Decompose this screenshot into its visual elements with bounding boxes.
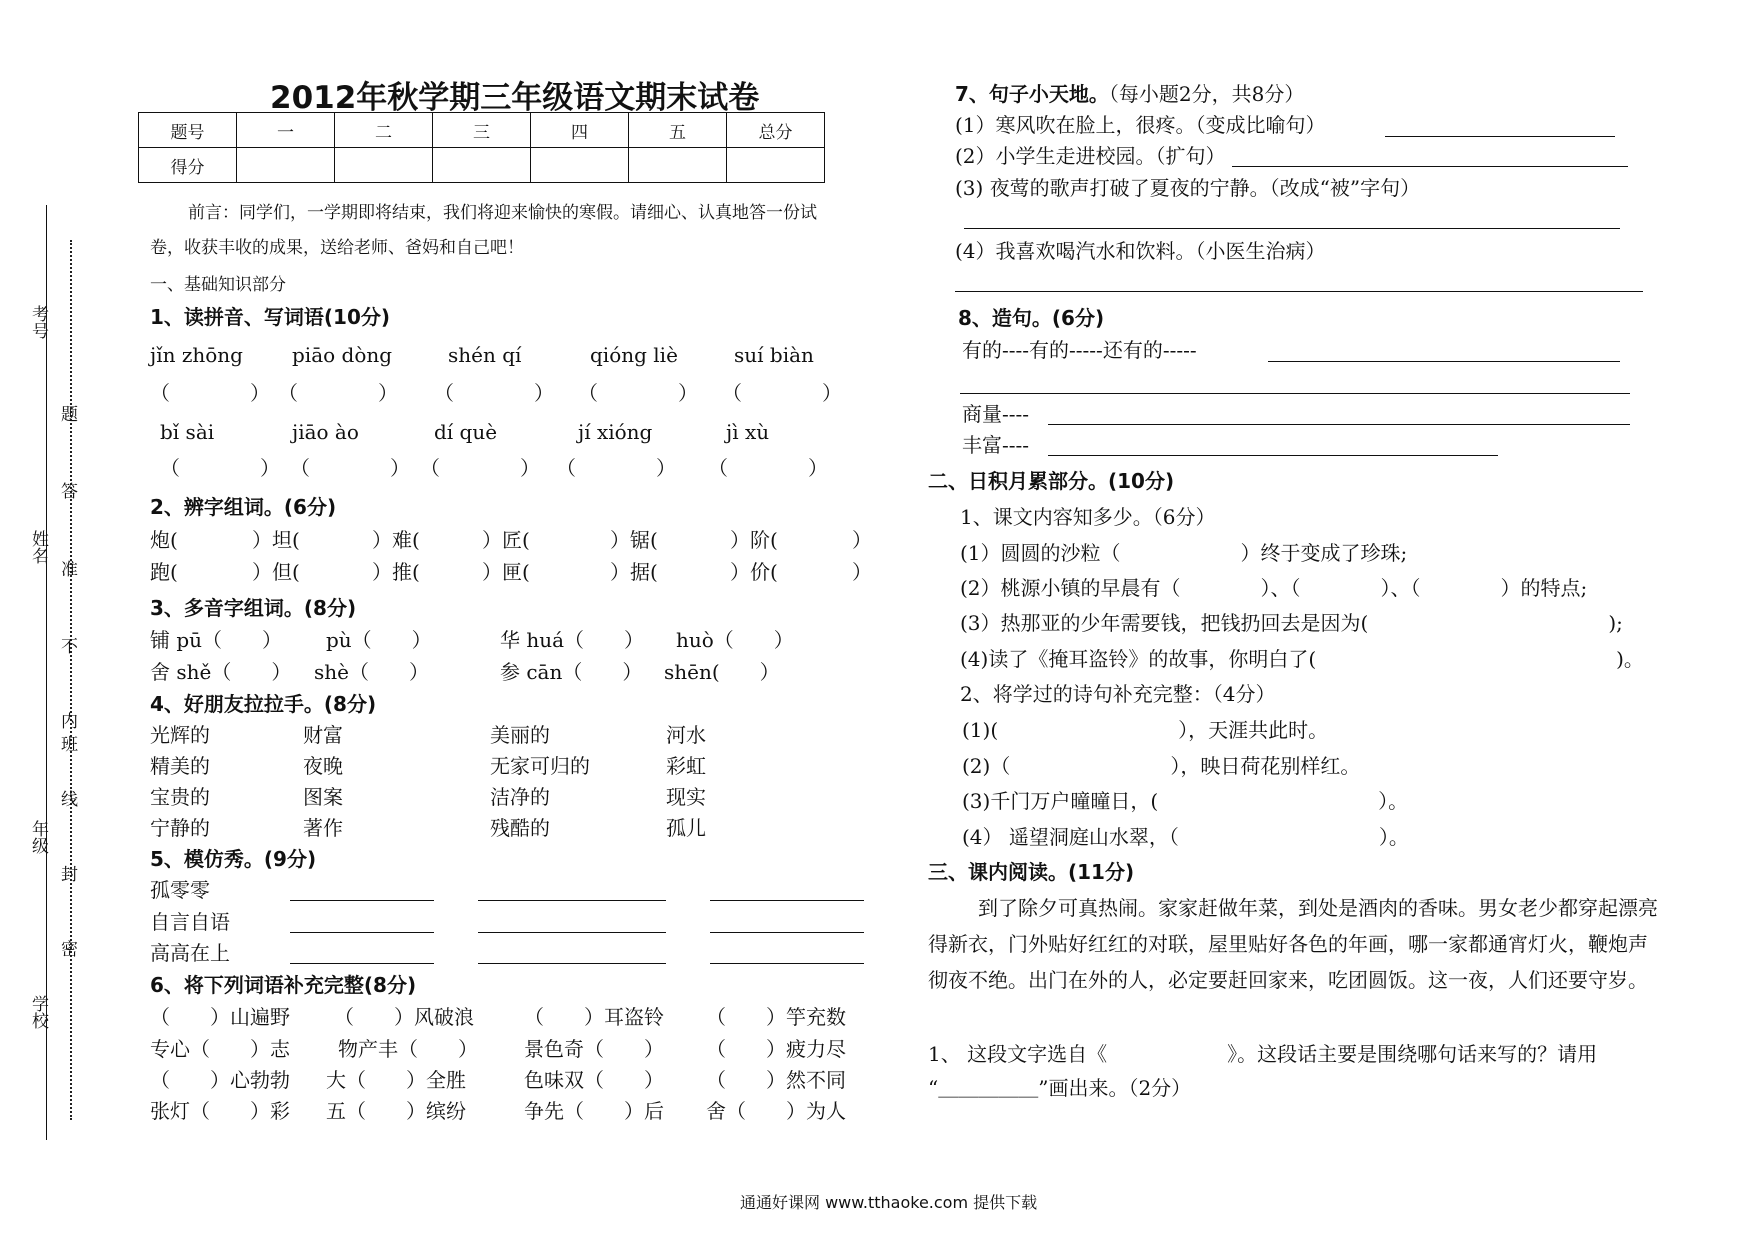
pinyin: qióng liè <box>590 343 678 367</box>
intro-line: 前言：同学们，一学期即将结束，我们将迎来愉快的寒假。请细心、认真地答一份试 <box>188 203 817 223</box>
question-item: (2）桃源小镇的早晨有（ ）、（ ）、（ ）的特点; <box>960 576 1588 600</box>
word-item: （ ）风破浪 <box>334 1005 474 1029</box>
answer-line[interactable] <box>478 932 666 933</box>
table-cell: 三 <box>433 113 531 148</box>
pinyin: jiāo ào <box>292 420 359 444</box>
score-input-cell[interactable] <box>531 148 629 183</box>
sub-question: 1、课文内容知多少。（6分） <box>960 505 1216 529</box>
answer-line[interactable] <box>290 932 434 933</box>
answer-line[interactable] <box>710 932 864 933</box>
word-item: ） <box>852 560 872 584</box>
sub-question: 2、将学过的诗句补充完整：（4分） <box>960 682 1276 706</box>
binding-char: 线 <box>61 790 78 810</box>
answer-line[interactable] <box>1232 166 1628 167</box>
word-item[interactable]: 洁净的 <box>490 785 550 809</box>
question-title: 2、辨字组词。(6分) <box>150 495 337 519</box>
question-title: 1、读拼音、写词语(10分) <box>150 305 391 329</box>
word-item: （ ）耳盗铃 <box>524 1005 664 1029</box>
answer-line[interactable] <box>1048 424 1630 425</box>
score-input-cell[interactable] <box>629 148 727 183</box>
pinyin: piāo dòng <box>292 343 393 367</box>
binding-char: 准 <box>61 560 78 580</box>
word-item: ）价( <box>730 560 778 584</box>
binding-char: 不 <box>61 637 78 657</box>
word-item[interactable]: 图案 <box>303 785 343 809</box>
word-item[interactable]: 残酷的 <box>490 816 550 840</box>
question-item: (1）寒风吹在脸上，很疼。（变成比喻句） <box>955 113 1326 137</box>
section-title: 三、课内阅读。(11分) <box>928 860 1135 884</box>
question-item: (3)千门万户曈曈日，( ）。 <box>962 789 1409 813</box>
answer-line[interactable] <box>1268 361 1620 362</box>
word-item: （ ）疲力尽 <box>706 1037 846 1061</box>
question-title: 4、好朋友拉拉手。(8分) <box>150 692 377 716</box>
question-item: (4） 遥望洞庭山水翠，（ ）。 <box>962 825 1409 849</box>
word-item[interactable]: 河水 <box>666 723 706 747</box>
word-item[interactable]: 美丽的 <box>490 723 550 747</box>
word-item: 跑( <box>150 560 178 584</box>
pinyin: bǐ sài <box>160 420 215 444</box>
word-item[interactable]: 孤儿 <box>666 816 706 840</box>
score-input-cell[interactable] <box>727 148 825 183</box>
answer-line[interactable] <box>710 900 864 901</box>
question-item: 1、 这段文字选自《 》。这段话主要是围绕哪句话来写的？请用 <box>928 1042 1598 1066</box>
answer-line[interactable] <box>960 393 1630 394</box>
question-title: 6、将下列词语补充完整(8分) <box>150 973 417 997</box>
word-item: （ ）心勃勃 <box>150 1068 290 1092</box>
table-cell: 四 <box>531 113 629 148</box>
word-item: shēn( ） <box>664 660 780 684</box>
table-cell: 五 <box>629 113 727 148</box>
question-title: 5、模仿秀。(9分) <box>150 847 317 871</box>
word-item: ）匠( <box>482 528 530 552</box>
section-heading: 一、基础知识部分 <box>150 275 286 295</box>
word-item: ）匣( <box>482 560 530 584</box>
pinyin: dí què <box>434 420 498 444</box>
answer-blank[interactable]: （ ） <box>578 381 698 405</box>
answer-blank[interactable]: （ ） <box>278 381 398 405</box>
question-item: (2)（ ），映日荷花别样红。 <box>962 754 1361 778</box>
binding-char: 答 <box>61 482 78 502</box>
pinyin: jí xióng <box>578 420 653 444</box>
question-title: 7、句子小天地。 <box>955 82 1109 106</box>
question-item: (2）小学生走进校园。（扩句） <box>955 144 1226 168</box>
word-item: 景色奇（ ） <box>524 1037 664 1061</box>
word-item: 铺 pū（ ） <box>150 628 283 652</box>
word-item: 物产丰（ ） <box>338 1037 478 1061</box>
binding-char: 年级 <box>28 820 48 854</box>
word-item: ） <box>852 528 872 552</box>
word-item[interactable]: 光辉的 <box>150 723 210 747</box>
pinyin: shén qí <box>448 343 522 367</box>
word-item[interactable]: 无家可归的 <box>490 754 590 778</box>
binding-char: 考号 <box>28 305 48 339</box>
score-input-cell[interactable] <box>433 148 531 183</box>
question-heading <box>955 82 1304 106</box>
question-note: （每小题2分，共8分） <box>1108 82 1305 106</box>
word-item: （ ）然不同 <box>706 1068 846 1092</box>
answer-line[interactable] <box>955 291 1643 292</box>
binding-char: 姓名 <box>28 530 48 564</box>
answer-blank[interactable]: （ ） <box>434 381 554 405</box>
word-item: 炮( <box>150 528 178 552</box>
answer-line[interactable] <box>964 228 1620 229</box>
word-item: 张灯（ ）彩 <box>150 1099 290 1123</box>
question-item: (3）热那亚的少年需要钱，把钱扔回去是因为( ); <box>960 611 1623 635</box>
question-item: “＿＿＿＿＿”画出来。（2分） <box>928 1076 1192 1100</box>
pinyin: suí biàn <box>734 343 814 367</box>
word-item: 色味双（ ） <box>524 1068 664 1092</box>
score-input-cell[interactable] <box>335 148 433 183</box>
pinyin: jǐn zhōng <box>150 343 243 367</box>
word-item[interactable]: 现实 <box>666 785 706 809</box>
answer-blank[interactable]: （ ） <box>160 456 280 480</box>
word-item: ）推( <box>372 560 420 584</box>
word-item: ）但( <box>252 560 300 584</box>
word-item[interactable]: 精美的 <box>150 754 210 778</box>
answer-blank[interactable]: （ ） <box>420 456 540 480</box>
question-item: (3) 夜莺的歌声打破了夏夜的宁静。（改成“被”字句） <box>955 176 1421 200</box>
question-item: 丰富---- <box>962 433 1030 457</box>
word-item: ）据( <box>610 560 658 584</box>
word-item: 大（ ）全胜 <box>326 1068 466 1092</box>
word-item: ）锯( <box>610 528 658 552</box>
answer-line[interactable] <box>478 963 666 964</box>
word-item: ）难( <box>372 528 420 552</box>
binding-char: 班 <box>61 735 78 755</box>
answer-line[interactable] <box>1048 455 1498 456</box>
word-item[interactable]: 著作 <box>303 816 343 840</box>
binding-char: 内 <box>61 712 78 732</box>
section-title: 二、日积月累部分。(10分) <box>928 469 1175 493</box>
score-table <box>138 112 825 183</box>
word-item: huò（ ） <box>676 628 794 652</box>
table-cell: 题号 <box>139 113 237 148</box>
binding-char: 学校 <box>28 995 48 1029</box>
word-item[interactable]: 夜晚 <box>303 754 343 778</box>
answer-blank[interactable]: （ ） <box>708 456 828 480</box>
question-title: 3、多音字组词。(8分) <box>150 596 357 620</box>
answer-line[interactable] <box>290 900 434 901</box>
table-cell: 二 <box>335 113 433 148</box>
word-item[interactable]: 宁静的 <box>150 816 210 840</box>
answer-line[interactable] <box>478 900 666 901</box>
answer-blank[interactable]: （ ） <box>150 381 270 405</box>
question-item: (1)( ），天涯共此时。 <box>962 718 1329 742</box>
word-item: 争先（ ）后 <box>524 1099 664 1123</box>
word-item[interactable]: 宝贵的 <box>150 785 210 809</box>
reading-passage: 到了除夕可真热闹。家家赶做年菜，到处是酒肉的香味。男女老少都穿起漂亮得新衣，门外贴好红红的对联，屋里贴好各色的年画，哪一家都通宵灯火，鞭炮声彻夜不绝。出门在外的人，必定要赶回家来，吃团圆饭。这一夜，人们还要守岁。 <box>928 896 1658 992</box>
word-item: shè（ ） <box>314 660 429 684</box>
word-item: 高高在上 <box>150 941 230 965</box>
word-item: 自言自语 <box>150 910 230 934</box>
pinyin: jì xù <box>726 420 770 444</box>
word-item: 舍 shě（ ） <box>150 660 292 684</box>
question-title: 8、造句。(6分) <box>958 306 1105 330</box>
word-item: 五（ ）缤纷 <box>326 1099 466 1123</box>
question-item: 有的----有的-----还有的----- <box>962 338 1197 362</box>
word-item: pù（ ） <box>326 628 432 652</box>
question-item: 商量---- <box>962 402 1030 426</box>
word-item: ）阶( <box>730 528 778 552</box>
page-title: 2012年秋学期三年级语文期末试卷 <box>270 80 760 116</box>
word-item: 舍（ ）为人 <box>706 1099 846 1123</box>
word-item: 华 huá（ ） <box>500 628 645 652</box>
page-footer: 通通好课网 www.tthaoke.com 提供下载 <box>740 1193 1038 1212</box>
word-item: （ ）竽充数 <box>706 1005 846 1029</box>
answer-blank[interactable]: （ ） <box>290 456 410 480</box>
word-item: 专心（ ）志 <box>150 1037 290 1061</box>
binding-char: 密 <box>61 940 78 960</box>
word-item: （ ）山遍野 <box>150 1005 290 1029</box>
binding-dotted-line <box>70 240 72 1120</box>
table-cell: 得分 <box>139 148 237 183</box>
binding-char: 题 <box>61 405 78 425</box>
score-table-score-row <box>139 148 825 183</box>
score-table-header-row <box>139 113 825 148</box>
answer-line[interactable] <box>1385 136 1615 137</box>
word-item: 孤零零 <box>150 878 210 902</box>
answer-blank[interactable]: （ ） <box>556 456 676 480</box>
score-input-cell[interactable] <box>237 148 335 183</box>
question-item: (4）我喜欢喝汽水和饮料。（小医生治病） <box>955 239 1326 263</box>
table-cell: 总分 <box>727 113 825 148</box>
word-item: 参 cān（ ） <box>500 660 643 684</box>
table-cell: 一 <box>237 113 335 148</box>
word-item[interactable]: 财富 <box>303 723 343 747</box>
answer-blank[interactable]: （ ） <box>722 381 842 405</box>
answer-line[interactable] <box>290 963 434 964</box>
word-item: ）坦( <box>252 528 300 552</box>
word-item[interactable]: 彩虹 <box>666 754 706 778</box>
question-item: (4)读了《掩耳盗铃》的故事，你明白了( )。 <box>960 647 1644 671</box>
intro-line: 卷，收获丰收的成果，送给老师、爸妈和自己吧！ <box>150 238 524 258</box>
answer-line[interactable] <box>710 963 864 964</box>
question-item: (1）圆圆的沙粒（ ）终于变成了珍珠; <box>960 541 1408 565</box>
binding-char: 封 <box>61 865 78 885</box>
